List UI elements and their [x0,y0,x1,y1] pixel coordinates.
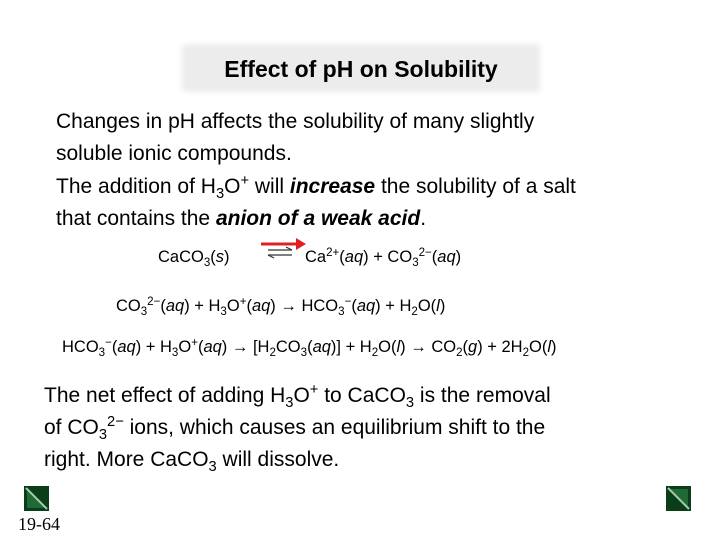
paragraph-line: Changes in pH affects the solubility of many slightly [56,110,535,133]
navigation-forward-icon[interactable] [666,486,691,511]
paragraph-line: The addition of $H_3O^+$ will increase the solubility of a salt [56,172,576,203]
equation-caco3-rhs: $Ca^{2+}(aq) + CO_3^{2-}(aq)$ [305,246,462,270]
equilibrium-arrows-icon [258,228,308,270]
slide-title: Effect of pH on Solubility [224,56,498,82]
paragraph-line: of $CO_3^{2-}$ ions, which causes an equilibrium shift to the [44,413,546,444]
paragraph-line: right. More CaCO$_3$ will dissolve. [44,448,340,476]
emphasis-increase: increase [289,175,376,198]
equation-caco3-lhs: CaCO$_3$(s) [158,248,230,270]
paragraph-line: soluble ionic compounds. [56,142,292,165]
equation-carbonate-protonation: $CO_3^{2-}(aq) + H_3O^+(aq) \to HCO_3^-(aq) + H_2O(l)$ [116,295,446,319]
paragraph-h3o-addition [56,171,576,235]
emphasis-anion-weak-acid: anion of a weak acid [215,207,421,230]
equation-bicarbonate-decomposition: $HCO_3^-(aq) + H_3O^+(aq) \to [H_2CO_3(aq)] + H_2O(l) \to CO_2(g) + 2H_2O(l)$ [62,336,557,360]
slide-number: 19-64 [18,514,60,534]
paragraph-line: that contains the anion of a weak acid. [56,207,427,230]
paragraph-line: The net effect of adding $H_3O^+$ to CaCO$_3$ is the removal [44,381,551,412]
paragraph-net-effect [44,380,551,476]
paragraph-ph-changes [56,106,534,170]
navigation-back-icon[interactable] [24,486,49,511]
